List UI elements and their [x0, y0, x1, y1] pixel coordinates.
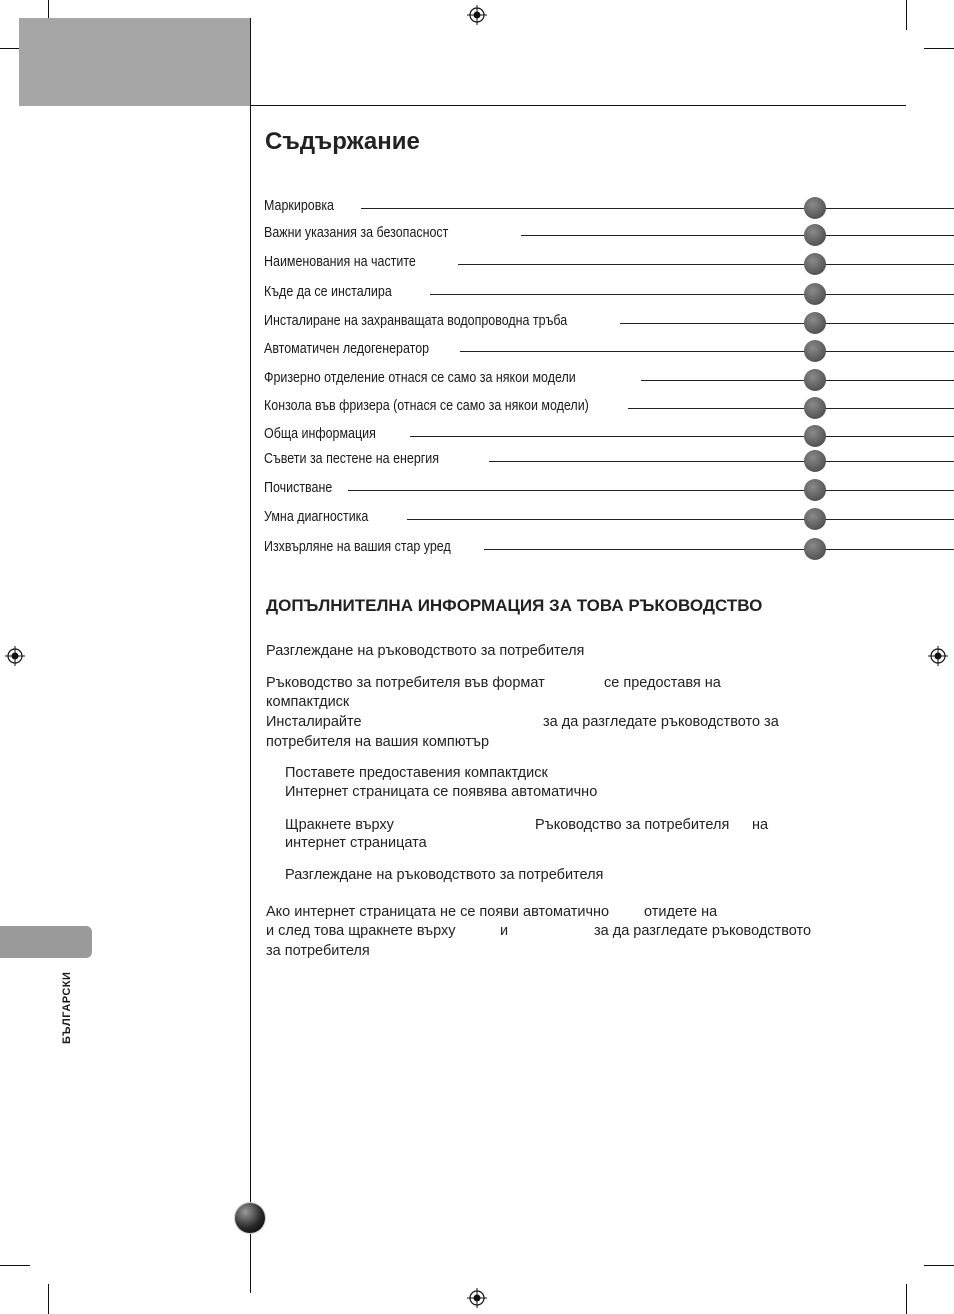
toc-item-label: Маркировка [264, 198, 334, 214]
page-number-dot [804, 397, 826, 419]
toc-item-label: Фризерно отделение отнася се само за някои модели [264, 370, 576, 386]
toc-leader-line [484, 549, 954, 550]
body-line: се предоставя на [604, 675, 721, 691]
language-label [51, 960, 91, 1050]
page-number-dot [804, 538, 826, 560]
crop-mark [924, 1265, 954, 1266]
page-number-dot [804, 283, 826, 305]
toc-item[interactable] [264, 311, 954, 335]
header-rule [250, 105, 906, 106]
registration-mark-icon [467, 5, 487, 25]
toc-item[interactable] [264, 223, 954, 247]
note-line: и [500, 923, 509, 939]
body-line: за да разгледате ръководството за [543, 714, 779, 730]
header-block [19, 18, 250, 106]
toc-leader-line [410, 436, 954, 437]
step-line: Поставете предоставения компактдиск [285, 765, 548, 781]
toc-leader-line [620, 323, 954, 324]
page-number-dot [804, 369, 826, 391]
toc-leader-line [460, 351, 954, 352]
page-number-dot [804, 450, 826, 472]
toc-item-label: Почистване [264, 480, 333, 496]
crop-mark [0, 1265, 30, 1266]
language-label-text: БЪЛГАРСКИ [61, 971, 73, 1044]
toc-item[interactable] [264, 252, 954, 276]
step-line: Щракнете върху [285, 817, 394, 833]
toc-item[interactable] [264, 396, 954, 420]
toc-leader-line [628, 408, 954, 409]
note-line: за да разгледате ръководството [594, 923, 812, 939]
toc-item[interactable] [264, 449, 954, 473]
toc-item-label: Къде да се инсталира [264, 284, 392, 300]
note-line: за потребителя [266, 943, 370, 959]
step-line: Ръководство за потребителя [535, 817, 730, 833]
page-number-dot [804, 224, 826, 246]
toc-leader-line [430, 294, 954, 295]
registration-mark-icon [928, 646, 948, 666]
language-tab [0, 926, 92, 958]
page-number-dot [804, 425, 826, 447]
toc-leader-line [348, 490, 954, 491]
page-number-dot [804, 197, 826, 219]
toc-item-label: Автоматичен ледогенератор [264, 341, 430, 357]
body-line: Инсталирайте [266, 714, 362, 730]
toc-leader-line [489, 461, 954, 462]
crop-mark [924, 48, 954, 49]
step-line: на [752, 817, 769, 833]
step-line: Интернет страницата се появява автоматично [285, 784, 598, 800]
toc-leader-line [458, 264, 954, 265]
vertical-rule [250, 18, 251, 1293]
toc-item-label: Инсталиране на захранващата водопроводна тръба [264, 313, 568, 329]
page-number-dot [804, 479, 826, 501]
toc-leader-line [641, 380, 954, 381]
toc-item-label: Умна диагностика [264, 509, 369, 525]
page-number-dot [804, 340, 826, 362]
toc-leader-line [521, 235, 954, 236]
crop-mark [906, 1284, 907, 1314]
toc-item[interactable] [264, 282, 954, 306]
toc-item-label: Изхвърляне на вашия стар уред [264, 539, 451, 555]
page-number-ball [235, 1203, 265, 1233]
toc-item-label: Съвети за пестене на енергия [264, 451, 440, 467]
body-line: Разглеждане на ръководството за потребителя [266, 643, 585, 659]
crop-mark [48, 1284, 49, 1314]
toc-item[interactable] [264, 478, 954, 502]
toc-item[interactable] [264, 507, 954, 531]
step-line: Разглеждане на ръководството за потребителя [285, 867, 604, 883]
page-number-dot [804, 312, 826, 334]
section-heading: ДОПЪЛНИТЕЛНА ИНФОРМАЦИЯ ЗА ТОВА РЪКОВОДСТВО [266, 596, 763, 615]
registration-mark-icon [5, 646, 25, 666]
crop-mark [906, 0, 907, 30]
page-number-dot [804, 508, 826, 530]
registration-mark-icon [467, 1288, 487, 1308]
note-line: Ако интернет страницата не се появи автоматично [266, 904, 610, 920]
toc-item-label: Обща информация [264, 426, 376, 442]
body-line: Ръководство за потребителя във формат [266, 675, 545, 691]
toc-item-label: Наименования на частите [264, 254, 416, 270]
toc-item[interactable] [264, 424, 954, 448]
toc-item-label: Конзола във фризера (отнася се само за някои модели) [264, 398, 589, 414]
body-line: потребителя на вашия компютър [266, 734, 490, 750]
note-line: и след това щракнете върху [266, 923, 456, 939]
step-line: интернет страницата [285, 835, 427, 851]
body-line: компактдиск [266, 694, 350, 710]
page-number-dot [804, 253, 826, 275]
toc-leader-line [361, 208, 954, 209]
toc-item[interactable] [264, 537, 954, 561]
toc-leader-line [407, 519, 954, 520]
toc-item[interactable] [264, 368, 954, 392]
toc-item[interactable] [264, 196, 954, 220]
note-line: отидете на [644, 904, 718, 920]
page-title: Съдържание [265, 128, 420, 155]
toc-item[interactable] [264, 339, 954, 363]
toc-item-label: Важни указания за безопасност [264, 225, 449, 241]
